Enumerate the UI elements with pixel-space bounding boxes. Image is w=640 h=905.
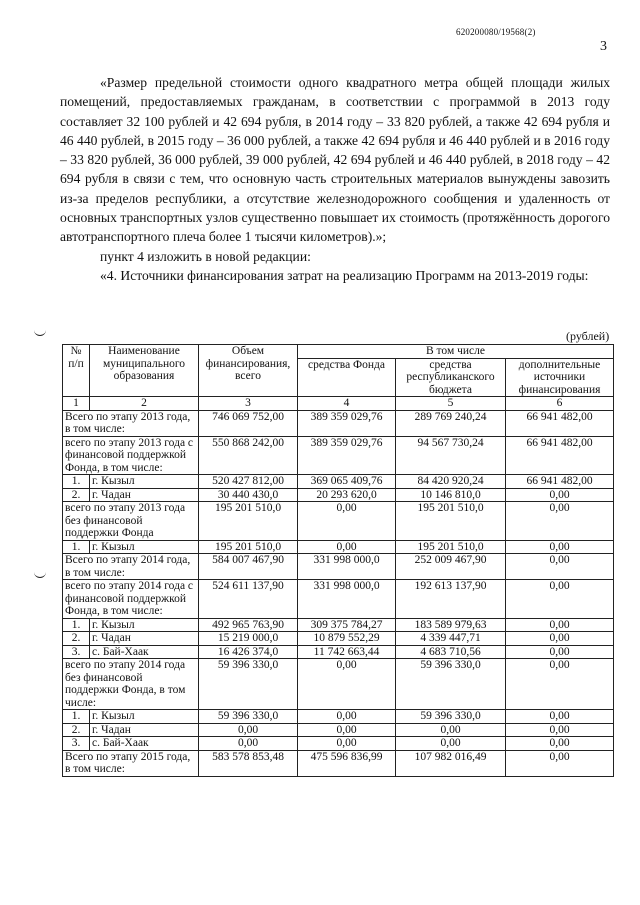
row-number: 1. (63, 540, 90, 554)
header-name: Наименование муниципального образования (90, 345, 199, 397)
cell-additional: 0,00 (506, 502, 614, 541)
cell-republic-budget: 183 589 979,63 (396, 618, 506, 632)
margin-mark (34, 571, 46, 578)
cell-additional: 0,00 (506, 659, 614, 710)
cell-additional: 0,00 (506, 723, 614, 737)
column-number: 4 (298, 397, 396, 411)
row-number: 1. (63, 710, 90, 724)
cell-total: 195 201 510,0 (199, 502, 298, 541)
cell-additional: 0,00 (506, 645, 614, 659)
cell-fund: 389 359 029,76 (298, 436, 396, 475)
cell-fund: 0,00 (298, 710, 396, 724)
cell-republic-budget: 10 146 810,0 (396, 488, 506, 502)
header-including: В том числе (298, 345, 614, 359)
table-row (63, 737, 614, 751)
row-number: 1. (63, 475, 90, 489)
page-number: 3 (600, 39, 607, 54)
cell-additional: 0,00 (506, 540, 614, 554)
table-header-row (63, 345, 614, 359)
cell-additional: 0,00 (506, 632, 614, 646)
subtotal-row (63, 750, 614, 776)
cell-additional: 0,00 (506, 750, 614, 776)
cell-fund: 369 065 409,76 (298, 475, 396, 489)
row-name: всего по этапу 2014 года с финансовой поддержкой Фонда, в том числе: (63, 580, 199, 619)
cell-fund: 0,00 (298, 540, 396, 554)
row-number: 2. (63, 632, 90, 646)
header-republic-budget: средства республиканского бюджета (396, 358, 506, 397)
column-number: 1 (63, 397, 90, 411)
row-name: всего по этапу 2013 года с финансовой поддержкой Фонда, в том числе: (63, 436, 199, 475)
cell-additional: 0,00 (506, 710, 614, 724)
cell-additional: 0,00 (506, 488, 614, 502)
row-name: Всего по этапу 2014 года, в том числе: (63, 554, 199, 580)
cell-republic-budget: 192 613 137,90 (396, 580, 506, 619)
cell-total: 59 396 330,0 (199, 659, 298, 710)
table-row (63, 488, 614, 502)
cell-total: 550 868 242,00 (199, 436, 298, 475)
row-number: 3. (63, 645, 90, 659)
cell-total: 30 440 430,0 (199, 488, 298, 502)
cell-republic-budget: 94 567 730,24 (396, 436, 506, 475)
cell-total: 0,00 (199, 737, 298, 751)
table-row (63, 632, 614, 646)
cell-total: 520 427 812,00 (199, 475, 298, 489)
subtotal-row (63, 436, 614, 475)
row-name: г. Кызыл (90, 540, 199, 554)
header-num: № п/п (63, 345, 90, 397)
body-text (60, 73, 610, 285)
row-name: Всего по этапу 2015 года, в том числе: (63, 750, 199, 776)
row-name: всего по этапу 2014 года без финансовой поддержки Фонда, в том числе: (63, 659, 199, 710)
cell-total: 492 965 763,90 (199, 618, 298, 632)
financing-table (62, 344, 614, 777)
cell-fund: 309 375 784,27 (298, 618, 396, 632)
paragraph-amend-item-4: пункт 4 изложить в новой редакции: (100, 248, 311, 264)
cell-total: 746 069 752,00 (199, 410, 298, 436)
cell-fund: 389 359 029,76 (298, 410, 396, 436)
table-row (63, 723, 614, 737)
paragraph-price-limits: «Размер предельной стоимости одного квадратного метра общей площади жилых помещений, предоставляемых гражданам, в соответствии с программой в 2013 году составляет 32 100 рублей и 42 694 рубля, в 2014 году – 33 820 рублей, а также 42 694 рубля и 46 440 рублей, в 2015 году – 36 000 рублей, а также 42 694 рубля и 46 440 рублей и в 2016 году – 33 820 рублей, 36 000 рублей, 39 000 рублей, 42 694 рублей и 46 440 рублей, в 2018 году – 42 694 рубля в связи с тем, что основную часть строительных материалов вынуждены завозить из-за пределов республики, а отсутствие железнодорожного сообщения и удаленность от основных транспортных узлов существенно повышает их стоимость (протяжённость дорогого автотранспортного плеча более 1 тысячи километров).»; (60, 75, 610, 245)
row-name: г. Чадан (90, 488, 199, 502)
table-row (63, 540, 614, 554)
column-number: 3 (199, 397, 298, 411)
cell-republic-budget: 4 339 447,71 (396, 632, 506, 646)
row-name: с. Бай-Хаак (90, 645, 199, 659)
header-fund: средства Фонда (298, 358, 396, 397)
cell-fund: 0,00 (298, 723, 396, 737)
row-name: с. Бай-Хаак (90, 737, 199, 751)
column-number: 6 (506, 397, 614, 411)
cell-total: 59 396 330,0 (199, 710, 298, 724)
cell-republic-budget: 4 683 710,56 (396, 645, 506, 659)
row-name: г. Кызыл (90, 710, 199, 724)
table-row (63, 645, 614, 659)
row-name: г. Чадан (90, 632, 199, 646)
cell-republic-budget: 289 769 240,24 (396, 410, 506, 436)
margin-mark (34, 329, 46, 336)
cell-republic-budget: 84 420 920,24 (396, 475, 506, 489)
cell-additional: 0,00 (506, 580, 614, 619)
unit-label: (рублей) (566, 329, 610, 343)
row-name: г. Чадан (90, 723, 199, 737)
row-name: Всего по этапу 2013 года, в том числе: (63, 410, 199, 436)
paragraph-section-4-title: «4. Источники финансирования затрат на реализацию Программ на 2013-2019 годы: (100, 267, 589, 283)
cell-additional: 0,00 (506, 737, 614, 751)
table-row (63, 618, 614, 632)
cell-republic-budget: 59 396 330,0 (396, 710, 506, 724)
row-name: всего по этапу 2013 года без финансовой поддержки Фонда (63, 502, 199, 541)
header-total: Объем финансирования, всего (199, 345, 298, 397)
cell-fund: 0,00 (298, 659, 396, 710)
subtotal-row (63, 554, 614, 580)
cell-fund: 0,00 (298, 737, 396, 751)
cell-republic-budget: 195 201 510,0 (396, 502, 506, 541)
row-number: 1. (63, 618, 90, 632)
cell-additional: 66 941 482,00 (506, 410, 614, 436)
cell-fund: 20 293 620,0 (298, 488, 396, 502)
cell-republic-budget: 252 009 467,90 (396, 554, 506, 580)
cell-total: 195 201 510,0 (199, 540, 298, 554)
cell-total: 15 219 000,0 (199, 632, 298, 646)
cell-republic-budget: 0,00 (396, 737, 506, 751)
cell-additional: 0,00 (506, 618, 614, 632)
cell-additional: 66 941 482,00 (506, 436, 614, 475)
cell-total: 584 007 467,90 (199, 554, 298, 580)
cell-republic-budget: 0,00 (396, 723, 506, 737)
column-number: 2 (90, 397, 199, 411)
column-number-row (63, 397, 614, 411)
row-number: 3. (63, 737, 90, 751)
cell-total: 583 578 853,48 (199, 750, 298, 776)
row-number: 2. (63, 723, 90, 737)
cell-fund: 475 596 836,99 (298, 750, 396, 776)
table-row (63, 710, 614, 724)
column-number: 5 (396, 397, 506, 411)
cell-fund: 10 879 552,29 (298, 632, 396, 646)
subtotal-row (63, 410, 614, 436)
cell-republic-budget: 195 201 510,0 (396, 540, 506, 554)
cell-additional: 66 941 482,00 (506, 475, 614, 489)
row-name: г. Кызыл (90, 475, 199, 489)
document-number: 620200080/19568(2) (456, 27, 536, 37)
cell-republic-budget: 107 982 016,49 (396, 750, 506, 776)
cell-fund: 331 998 000,0 (298, 554, 396, 580)
cell-total: 524 611 137,90 (199, 580, 298, 619)
subtotal-row (63, 502, 614, 541)
table-row (63, 475, 614, 489)
cell-fund: 331 998 000,0 (298, 580, 396, 619)
cell-additional: 0,00 (506, 554, 614, 580)
cell-total: 0,00 (199, 723, 298, 737)
subtotal-row (63, 659, 614, 710)
header-additional-sources: дополнительные источники финансирования (506, 358, 614, 397)
cell-fund: 0,00 (298, 502, 396, 541)
cell-fund: 11 742 663,44 (298, 645, 396, 659)
subtotal-row (63, 580, 614, 619)
cell-total: 16 426 374,0 (199, 645, 298, 659)
row-name: г. Кызыл (90, 618, 199, 632)
row-number: 2. (63, 488, 90, 502)
cell-republic-budget: 59 396 330,0 (396, 659, 506, 710)
